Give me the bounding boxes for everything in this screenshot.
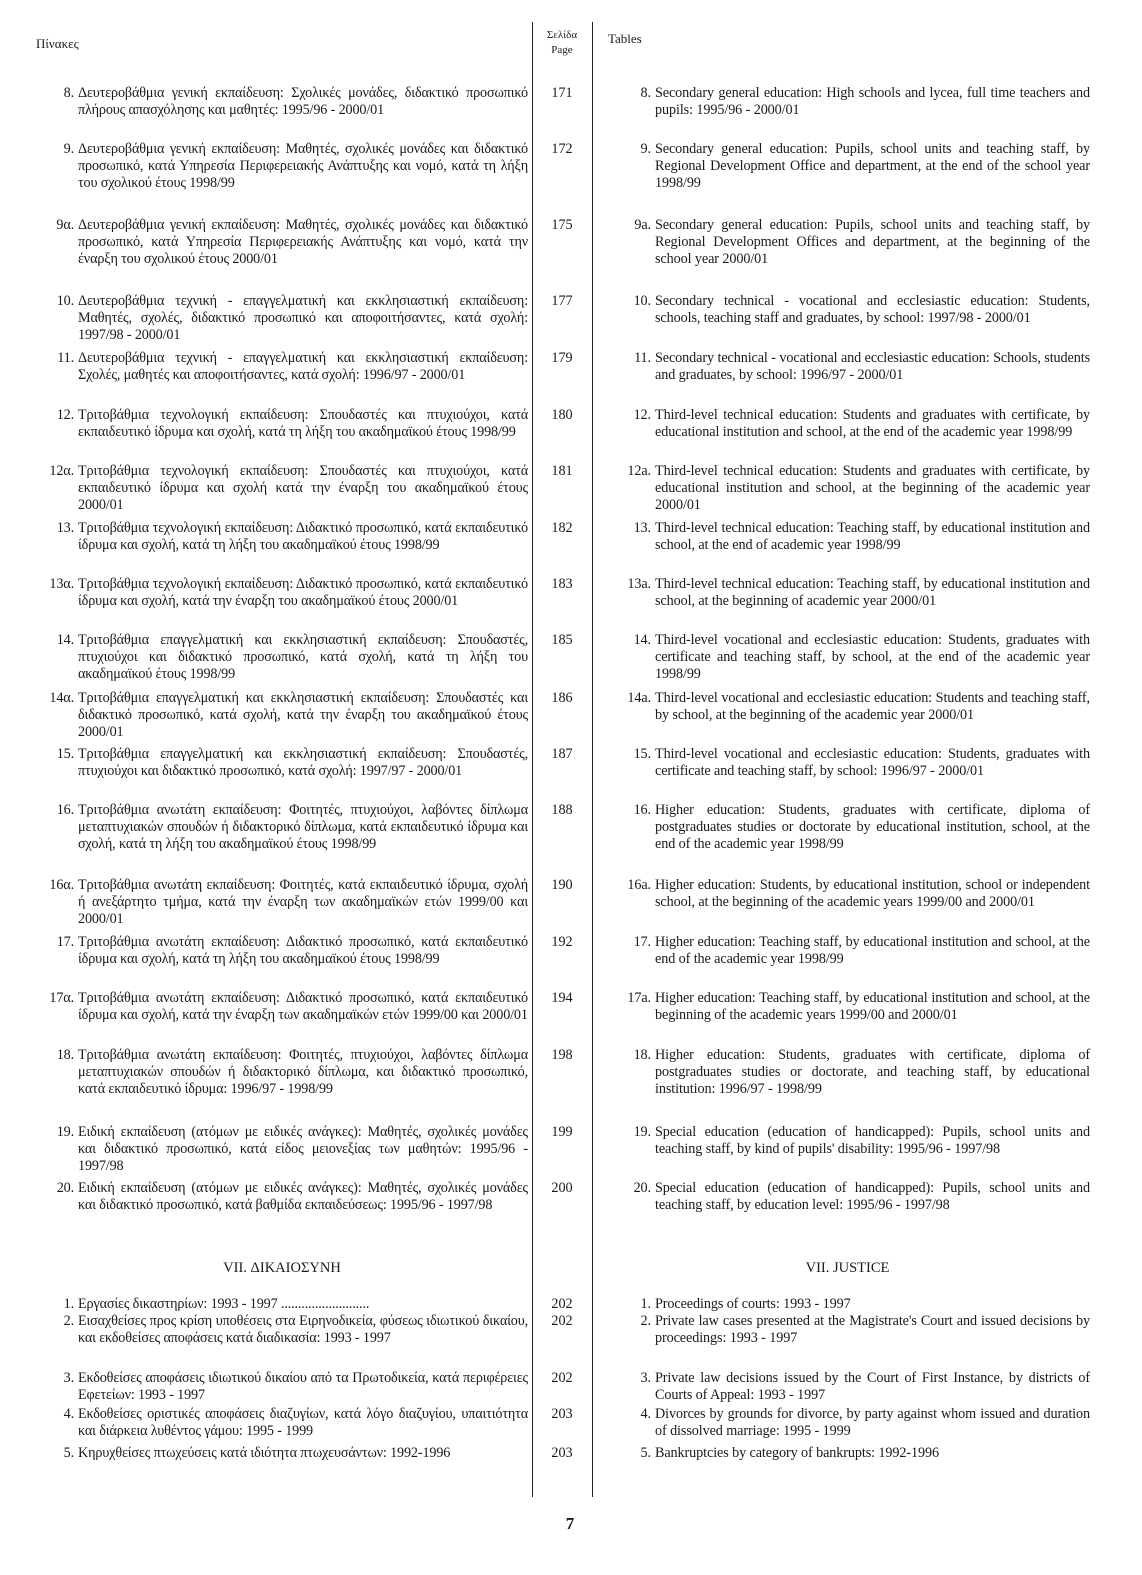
- entry-number-english: 17a.: [627, 990, 651, 1006]
- entry-number-english: 20.: [633, 1180, 651, 1196]
- page-number: 7: [565, 1514, 575, 1533]
- entry-page-number: 199: [551, 1124, 573, 1140]
- entry-number-english: 12.: [633, 407, 651, 423]
- entry-page-number: 187: [551, 746, 573, 762]
- toc-entry-english: [605, 990, 1090, 1024]
- toc-entry-greek: [36, 576, 528, 610]
- entry-title-greek: Εργασίες δικαστηρίων: 1993 - 1997 ..........................: [78, 1296, 370, 1312]
- entry-number-greek: 13α.: [49, 576, 74, 592]
- entry-number-greek: 16α.: [49, 877, 74, 893]
- entry-title-greek: Τριτοβάθμια τεχνολογική εκπαίδευση: Διδακτικό προσωπικό, κατά εκπαιδευτικό ίδρυμα και σχολή, κατά την έναρξη του ακαδημαϊκού έτους 2000/01: [78, 576, 528, 609]
- toc-entry-greek: [36, 802, 528, 853]
- entry-title-greek: Εισαχθείσες προς κρίση υποθέσεις στα Ειρηνοδικεία, φύσεως ιδιωτικού δικαίου, και εκδοθείσες αποφάσεις κατά διαδικασία: 1993 - 1997: [78, 1313, 528, 1346]
- entry-title-greek: Τριτοβάθμια ανωτάτη εκπαίδευση: Διδακτικό προσωπικό, κατά εκπαιδευτικό ίδρυμα και σχολή, κατά την έναρξη των ακαδημαϊκών ετών 1999/00 και 2000/01: [78, 990, 528, 1023]
- entry-page-number: 203: [551, 1406, 573, 1422]
- entry-page-number: 194: [551, 990, 573, 1006]
- entry-page-number: 198: [551, 1047, 573, 1063]
- entry-title-greek: Τριτοβάθμια ανωτάτη εκπαίδευση: Φοιτητές, πτυχιούχοι, λαβόντες δίπλωμα μεταπτυχιακών σπουδών ή διδακτορικό δίπλωμα, και διδακτικό προσωπικό, κατά εκπαιδευτικό ίδρυμα: 1996/97 - 1998/99: [78, 1047, 528, 1097]
- header-greek: Πίνακες: [36, 36, 79, 51]
- entry-page-number: 188: [551, 802, 573, 818]
- toc-entry-greek: [36, 141, 528, 192]
- entry-number-english: 1.: [640, 1296, 651, 1312]
- toc-entry-english: [605, 877, 1090, 911]
- toc-entry-english: [605, 1370, 1090, 1404]
- toc-entry-greek: [36, 350, 528, 384]
- entry-page-number: 203: [551, 1445, 573, 1461]
- entry-title-greek: Εκδοθείσες οριστικές αποφάσεις διαζυγίων, κατά λόγο διαζυγίου, υπαιτιότητα και διάρκεια λυθέντος γάμου: 1995 - 1999: [78, 1406, 528, 1439]
- entry-title-english: Secondary general education: High schools and lycea, full time teachers and pupils: 1995/96 - 2000/01: [655, 85, 1090, 118]
- entry-title-greek: Δευτεροβάθμια γενική εκπαίδευση: Σχολικές μονάδες, διδακτικό προσωπικό πλήρους απασχόλησης και μαθητές: 1995/96 - 2000/01: [78, 85, 528, 118]
- entry-page-number: 183: [551, 576, 573, 592]
- toc-entry-english: [605, 293, 1090, 327]
- entry-title-english: Secondary technical - vocational and ecclesiastic education: Students, schools, teaching staff and graduates, by school: 1997/98 - 2000/01: [655, 293, 1090, 326]
- entry-number-greek: 16.: [56, 802, 74, 818]
- entry-number-greek: 4.: [63, 1406, 74, 1422]
- entry-number-greek: 12α.: [49, 463, 74, 479]
- entry-title-english: Third-level vocational and ecclesiastic education: Students, graduates with certificate and teaching staff, by school, at the end of the academic year 1998/99: [655, 632, 1090, 682]
- entry-number-english: 9.: [640, 141, 651, 157]
- entry-title-greek: Ειδική εκπαίδευση (ατόμων με ειδικές ανάγκες): Μαθητές, σχολικές μονάδες και διδακτικό προσωπικό, κατά είδος μειονεξίας των μαθητών: 1995/96 - 1997/98: [78, 1124, 528, 1174]
- toc-entry-english: [605, 632, 1090, 683]
- entry-number-greek: 11.: [57, 350, 74, 366]
- toc-entry-greek: [36, 1406, 528, 1440]
- entry-number-english: 8.: [640, 85, 651, 101]
- entry-title-english: Secondary general education: Pupils, school units and teaching staff, by Regional Development Offices and department, at the beginning of the school year 2000/01: [655, 217, 1090, 267]
- entry-title-english: Bankruptcies by category of bankrupts: 1992-1996: [655, 1445, 940, 1461]
- entry-title-english: Divorces by grounds for divorce, by party against whom issued and duration of dissolved marriage: 1995 - 1999: [655, 1406, 1090, 1439]
- entry-title-english: Higher education: Students, graduates with certificate, diploma of postgraduates studies or doctorate by educational institution, school, at the end of the academic year 1998/99: [655, 802, 1090, 852]
- entry-page-number: 202: [551, 1370, 573, 1386]
- entry-title-english: Special education (education of handicapped): Pupils, school units and teaching staff, by kind of pupils' disability: 1995/96 - 1997/98: [655, 1124, 1090, 1157]
- entry-number-english: 16a.: [627, 877, 651, 893]
- entry-number-english: 19.: [633, 1124, 651, 1140]
- entry-title-greek: Τριτοβάθμια επαγγελματική και εκκλησιαστική εκπαίδευση: Σπουδαστές και διδακτικό προσωπικό, κατά σχολή, κατά την έναρξη του ακαδημαϊκού έτους 2000/01: [78, 690, 528, 740]
- toc-entry-greek: [36, 407, 528, 441]
- toc-entry-english: [605, 520, 1090, 554]
- entry-number-greek: 14.: [56, 632, 74, 648]
- entry-title-english: Special education (education of handicapped): Pupils, school units and teaching staff, by education level: 1995/96 - 1997/98: [655, 1180, 1090, 1213]
- toc-entry-greek: [36, 990, 528, 1024]
- toc-entry-greek: [36, 746, 528, 780]
- toc-entry-english: [605, 1296, 1090, 1313]
- toc-entry-greek: [36, 520, 528, 554]
- toc-entry-greek: [36, 1047, 528, 1098]
- entry-number-english: 15.: [633, 746, 651, 762]
- entry-title-english: Third-level technical education: Teaching staff, by educational institution and school, at the end of academic year 1998/99: [655, 520, 1090, 553]
- entry-title-english: Proceedings of courts: 1993 - 1997: [655, 1296, 851, 1312]
- entry-number-greek: 10.: [56, 293, 74, 309]
- entry-title-english: Private law cases presented at the Magistrate's Court and issued decisions by proceedings: 1993 - 1997: [655, 1313, 1090, 1346]
- toc-entry-english: [605, 802, 1090, 853]
- entry-number-english: 18.: [633, 1047, 651, 1063]
- entry-page-number: 185: [551, 632, 573, 648]
- toc-entry-english: [605, 690, 1090, 724]
- entry-number-greek: 15.: [56, 746, 74, 762]
- toc-entry-greek: [36, 1370, 528, 1404]
- toc-entry-english: [605, 1180, 1090, 1214]
- toc-entry-english: [605, 463, 1090, 514]
- toc-entry-greek: [36, 632, 528, 683]
- entry-number-greek: 8.: [63, 85, 74, 101]
- entry-title-english: Third-level vocational and ecclesiastic education: Students and teaching staff, by school, at the beginning of the academic year 2000/01: [655, 690, 1090, 723]
- entry-number-greek: 2.: [63, 1313, 74, 1329]
- entry-title-greek: Δευτεροβάθμια γενική εκπαίδευση: Μαθητές, σχολικές μονάδες και διδακτικό προσωπικό, κατά Υπηρεσία Περιφερειακής Ανάπτυξης και νομό, κατά την έναρξη του σχολικού έτους 2000/01: [78, 217, 528, 267]
- toc-entry-english: [605, 217, 1090, 268]
- toc-entry-english: [605, 1313, 1090, 1347]
- entry-page-number: 182: [551, 520, 573, 536]
- entry-title-greek: Δευτεροβάθμια τεχνική - επαγγελματική και εκκλησιαστική εκπαίδευση: Μαθητές, σχολές, διδακτικό προσωπικό και αποφοιτήσαντες, κατά σχολή: 1997/98 - 2000/01: [78, 293, 528, 343]
- entry-number-greek: 20.: [56, 1180, 74, 1196]
- toc-entry-greek: [36, 934, 528, 968]
- entry-number-english: 9a.: [634, 217, 651, 233]
- toc-entry-greek: [36, 877, 528, 928]
- entry-title-english: Higher education: Students, by educational institution, school or independent school, at the beginning of the academic years 1999/00 and 2000/01: [655, 877, 1090, 910]
- entry-page-number: 180: [551, 407, 573, 423]
- toc-entry-greek: [36, 1296, 528, 1313]
- toc-entry-english: [605, 141, 1090, 192]
- entry-number-greek: 1.: [63, 1296, 74, 1312]
- entry-number-english: 5.: [640, 1445, 651, 1461]
- entry-number-english: 13.: [633, 520, 651, 536]
- entry-title-english: Secondary general education: Pupils, school units and teaching staff, by Regional Development Office and department, at the end of the school year 1998/99: [655, 141, 1090, 191]
- entry-number-english: 11.: [634, 350, 651, 366]
- entry-title-greek: Δευτεροβάθμια γενική εκπαίδευση: Μαθητές, σχολικές μονάδες και διδακτικό προσωπικό, κατά Υπηρεσία Περιφερειακής Ανάπτυξης και νομό, κατά τη λήξη του σχολικού έτους 1998/99: [78, 141, 528, 191]
- entry-number-english: 2.: [640, 1313, 651, 1329]
- entry-title-english: Private law decisions issued by the Court of First Instance, by districts of Courts of Appeal: 1993 - 1997: [655, 1370, 1090, 1403]
- entry-number-english: 14.: [633, 632, 651, 648]
- entry-title-greek: Τριτοβάθμια τεχνολογική εκπαίδευση: Σπουδαστές και πτυχιούχοι, κατά εκπαιδευτικό ίδρυμα και σχολή κατά την έναρξη του ακαδημαϊκού έτους 2000/01: [78, 463, 528, 513]
- toc-entry-greek: [36, 690, 528, 741]
- entry-page-number: 186: [551, 690, 573, 706]
- toc-entry-english: [605, 350, 1090, 384]
- entry-title-english: Higher education: Students, graduates with certificate, diploma of postgraduates studies or doctorate, and teaching staff, by educational institution: 1996/97 - 1998/99: [655, 1047, 1090, 1097]
- toc-entry-greek: [36, 293, 528, 344]
- entry-number-greek: 13.: [56, 520, 74, 536]
- entry-title-greek: Κηρυχθείσες πτωχεύσεις κατά ιδιότητα πτωχευσάντων: 1992-1996: [78, 1445, 451, 1461]
- entry-title-greek: Τριτοβάθμια ανωτάτη εκπαίδευση: Διδακτικό προσωπικό, κατά εκπαιδευτικό ίδρυμα και σχολή, κατά τη λήξη του ακαδημαϊκού έτους 1998/99: [78, 934, 528, 967]
- header-page-greek: Σελίδα: [546, 29, 578, 41]
- entry-title-english: Higher education: Teaching staff, by educational institution and school, at the beginning of the academic years 1999/00 and 2000/01: [655, 990, 1090, 1023]
- entry-number-greek: 12.: [56, 407, 74, 423]
- toc-entry-greek: [36, 1180, 528, 1214]
- entry-title-greek: Τριτοβάθμια επαγγελματική και εκκλησιαστική εκπαίδευση: Σπουδαστές, πτυχιούχοι και διδακτικό προσωπικό, κατά σχολή: 1997/97 - 2000/01: [78, 746, 528, 779]
- entry-page-number: 190: [551, 877, 573, 893]
- toc-entry-greek: [36, 1445, 528, 1462]
- entry-number-greek: 9α.: [56, 217, 74, 233]
- toc-entry-english: [605, 1124, 1090, 1158]
- entry-page-number: 172: [551, 141, 573, 157]
- entry-title-english: Higher education: Teaching staff, by educational institution and school, at the end of the academic year 1998/99: [655, 934, 1090, 967]
- toc-entry-english: [605, 934, 1090, 968]
- toc-entry-greek: [36, 463, 528, 514]
- entry-title-english: Third-level vocational and ecclesiastic education: Students, graduates with certificate and teaching staff, by school: 1996/97 - 2000/01: [655, 746, 1090, 779]
- section-title-greek: VII. ΔΙΚΑΙΟΣΥΝΗ: [223, 1260, 341, 1276]
- entry-number-greek: 18.: [56, 1047, 74, 1063]
- toc-entry-english: [605, 576, 1090, 610]
- header-page-english: Page: [551, 44, 573, 56]
- toc-entry-greek: [36, 1313, 528, 1347]
- section-title-english: VII. JUSTICE: [805, 1260, 890, 1276]
- entry-number-english: 14a.: [627, 690, 651, 706]
- entry-number-greek: 14α.: [49, 690, 74, 706]
- entry-number-english: 4.: [640, 1406, 651, 1422]
- entry-title-greek: Τριτοβάθμια επαγγελματική και εκκλησιαστική εκπαίδευση: Σπουδαστές, πτυχιούχοι και διδακτικό προσωπικό, κατά σχολή, κατά τη λήξη του ακαδημαϊκού έτους 1998/99: [78, 632, 528, 682]
- entry-title-greek: Τριτοβάθμια τεχνολογική εκπαίδευση: Σπουδαστές και πτυχιούχοι, κατά εκπαιδευτικό ίδρυμα και σχολή, κατά τη λήξη του ακαδημαϊκού έτους 1998/99: [78, 407, 528, 440]
- entry-number-greek: 17α.: [49, 990, 74, 1006]
- entry-title-greek: Τριτοβάθμια ανωτάτη εκπαίδευση: Φοιτητές, πτυχιούχοι, λαβόντες δίπλωμα μεταπτυχιακών σπουδών ή διδακτορικό δίπλωμα, κατά εκπαιδευτικό ίδρυμα και σχολή, κατά τη λήξη του ακαδημαϊκού έτους 1998/99: [78, 802, 528, 852]
- entry-title-greek: Δευτεροβάθμια τεχνική - επαγγελματική και εκκλησιαστική εκπαίδευση: Σχολές, μαθητές και αποφοιτήσαντες, κατά σχολή: 1996/97 - 2000/01: [78, 350, 528, 383]
- entry-page-number: 200: [551, 1180, 573, 1196]
- entry-page-number: 202: [551, 1296, 573, 1312]
- entry-number-english: 12a.: [627, 463, 651, 479]
- toc-entry-greek: [36, 1124, 528, 1175]
- toc-entry-english: [605, 1445, 1090, 1462]
- entry-number-english: 10.: [633, 293, 651, 309]
- entry-page-number: 202: [551, 1313, 573, 1329]
- entry-number-english: 13a.: [627, 576, 651, 592]
- entry-title-greek: Τριτοβάθμια τεχνολογική εκπαίδευση: Διδακτικό προσωπικό, κατά εκπαιδευτικό ίδρυμα και σχολή, κατά τη λήξη του ακαδημαϊκού έτους 1998/99: [78, 520, 528, 553]
- entry-number-english: 17.: [633, 934, 651, 950]
- toc-entry-english: [605, 407, 1090, 441]
- entry-title-english: Third-level technical education: Students and graduates with certificate, by educational institution and school, at the end of the academic year 1998/99: [655, 407, 1090, 440]
- toc-entry-english: [605, 746, 1090, 780]
- entry-number-english: 16.: [633, 802, 651, 818]
- entry-page-number: 175: [551, 217, 573, 233]
- entry-number-greek: 9.: [63, 141, 74, 157]
- entry-number-greek: 19.: [56, 1124, 74, 1140]
- entry-title-greek: Τριτοβάθμια ανωτάτη εκπαίδευση: Φοιτητές, κατά εκπαιδευτικό ίδρυμα, σχολή ή ανεξάρτητο τμήμα, κατά την έναρξη των ακαδημαϊκών ετών 1999/00 και 2000/01: [78, 877, 528, 927]
- entry-title-english: Secondary technical - vocational and ecclesiastic education: Schools, students and graduates, by school: 1996/97 - 2000/01: [655, 350, 1090, 383]
- entry-number-greek: 17.: [56, 934, 74, 950]
- entry-page-number: 181: [551, 463, 573, 479]
- entry-number-greek: 5.: [63, 1445, 74, 1461]
- toc-entry-english: [605, 1406, 1090, 1440]
- header-english: Tables: [608, 31, 642, 46]
- entry-page-number: 192: [551, 934, 573, 950]
- entry-page-number: 171: [551, 85, 573, 101]
- entry-title-greek: Εκδοθείσες αποφάσεις ιδιωτικού δικαίου από τα Πρωτοδικεία, κατά περιφέρειες Εφετείων: 1993 - 1997: [78, 1370, 528, 1403]
- toc-entry-greek: [36, 85, 528, 119]
- entry-number-greek: 3.: [63, 1370, 74, 1386]
- entry-page-number: 177: [551, 293, 573, 309]
- toc-entry-english: [605, 85, 1090, 119]
- entry-number-english: 3.: [640, 1370, 651, 1386]
- entry-title-english: Third-level technical education: Students and graduates with certificate, by educational institution and school, at the beginning of the academic year 2000/01: [655, 463, 1090, 513]
- entry-page-number: 179: [551, 350, 573, 366]
- toc-entry-english: [605, 1047, 1090, 1098]
- entry-title-greek: Ειδική εκπαίδευση (ατόμων με ειδικές ανάγκες): Μαθητές, σχολικές μονάδες και διδακτικό προσωπικό, κατά βαθμίδα εκπαιδεύσεως: 1995/96 - 1997/98: [78, 1180, 528, 1213]
- toc-entry-greek: [36, 217, 528, 268]
- entry-title-english: Third-level technical education: Teaching staff, by educational institution and school, at the beginning of academic year 2000/01: [655, 576, 1090, 609]
